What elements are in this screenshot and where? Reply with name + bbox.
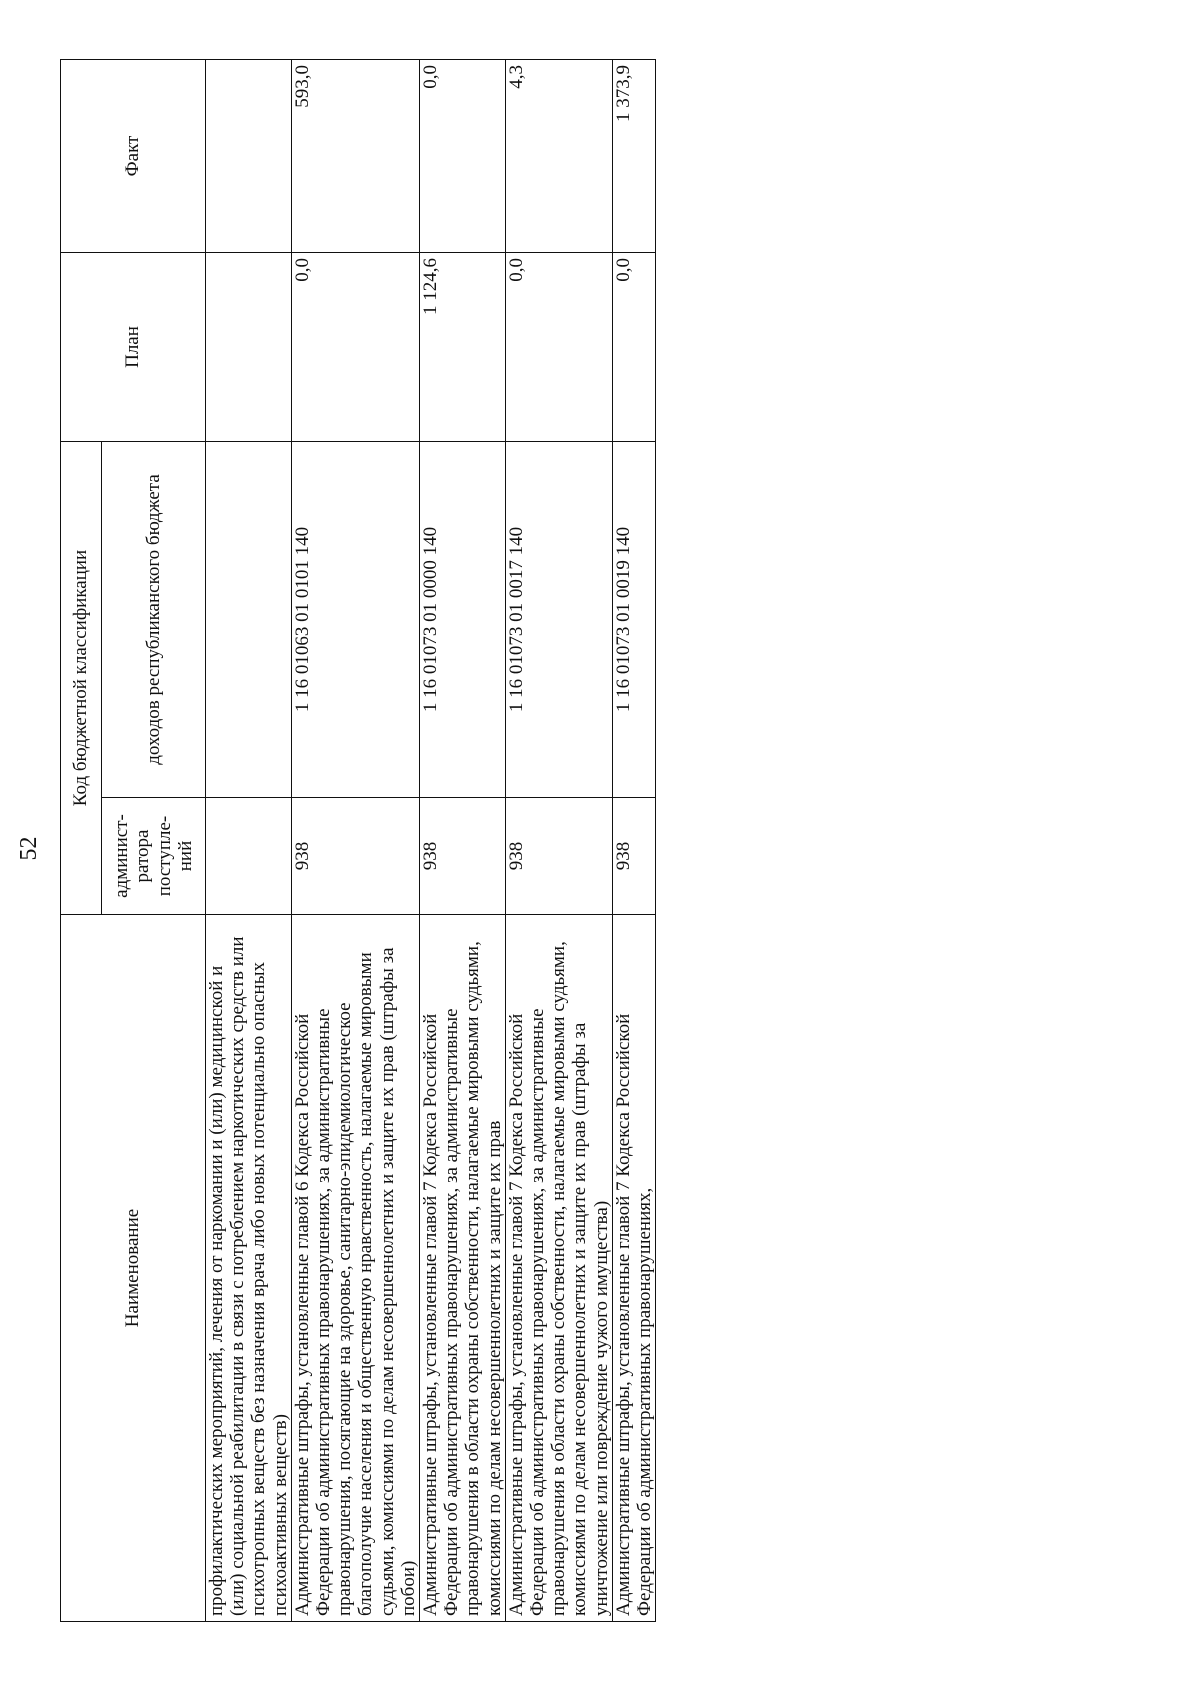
- row-plan: [206, 253, 292, 442]
- header-budget-code: Код бюджетной классификации: [61, 442, 102, 915]
- row-name: Административные штрафы, установленные главой 7 Кодекса Российской Федерации об административных правонарушениях, за административные правонарушения в области охраны собственности, налагаемые мировыми судьями, комиссиями по делам несовершеннолетних и защите их прав: [420, 915, 506, 1622]
- row-revenue-code: 1 16 01073 01 0017 140: [505, 442, 612, 798]
- table-row: [505, 60, 612, 1622]
- budget-table: [60, 59, 656, 1622]
- row-plan: 0,0: [291, 253, 419, 442]
- row-name: профилактических мероприятий, лечения от наркомании и (или) медицинской и (или) социальной реабилитации в связи с потреблением наркотических средств или психотропных веществ без назначения врача либо новых потенциально опасных психоактивных веществ): [206, 915, 292, 1622]
- row-name: Административные штрафы, установленные главой 7 Кодекса Российской Федерации об административных правонарушениях,: [612, 915, 655, 1622]
- header-fact: Факт: [61, 60, 206, 253]
- table-row: [612, 60, 655, 1622]
- row-name: Административные штрафы, установленные главой 6 Кодекса Российской Федерации об административных правонарушениях, за административные правонарушения, посягающие на здоровье, санитарно-эпидемиологическое благополучие населения и общественную нравственность, налагаемые мировыми судьями, комиссиями по делам несовершеннолетних и защите их прав (штрафы за побои): [291, 915, 419, 1622]
- header-revenue: доходов республиканского бюджета: [102, 442, 206, 798]
- row-fact: 593,0: [291, 60, 419, 253]
- row-admin-code: 938: [291, 798, 419, 915]
- row-revenue-code: 1 16 01063 01 0101 140: [291, 442, 419, 798]
- row-revenue-code: [206, 442, 292, 798]
- row-fact: 1 373,9: [612, 60, 655, 253]
- row-admin-code: 938: [505, 798, 612, 915]
- header-plan: План: [61, 253, 206, 442]
- row-fact: [206, 60, 292, 253]
- header-name: Наименование: [61, 915, 206, 1622]
- row-plan: 1 124,6: [420, 253, 506, 442]
- table-header-row: [61, 60, 102, 1622]
- row-fact: 4,3: [505, 60, 612, 253]
- row-admin-code: 938: [612, 798, 655, 915]
- row-revenue-code: 1 16 01073 01 0019 140: [612, 442, 655, 798]
- table-row: [291, 60, 419, 1622]
- row-revenue-code: 1 16 01073 01 0000 140: [420, 442, 506, 798]
- table-row: [206, 60, 292, 1622]
- header-admin: админист-ратора поступле-ний: [102, 798, 206, 915]
- row-fact: 0,0: [420, 60, 506, 253]
- row-plan: 0,0: [612, 253, 655, 442]
- row-plan: 0,0: [505, 253, 612, 442]
- page-number: 52: [16, 836, 42, 861]
- row-name: Административные штрафы, установленные главой 7 Кодекса Российской Федерации об административных правонарушениях, за административные правонарушения в области охраны собственности, налагаемые мировыми судьями, комиссиями по делам несовершеннолетних и защите их прав (штрафы за уничтожение или повреждение чужого имущества): [505, 915, 612, 1622]
- table-row: [420, 60, 506, 1622]
- row-admin-code: [206, 798, 292, 915]
- row-admin-code: 938: [420, 798, 506, 915]
